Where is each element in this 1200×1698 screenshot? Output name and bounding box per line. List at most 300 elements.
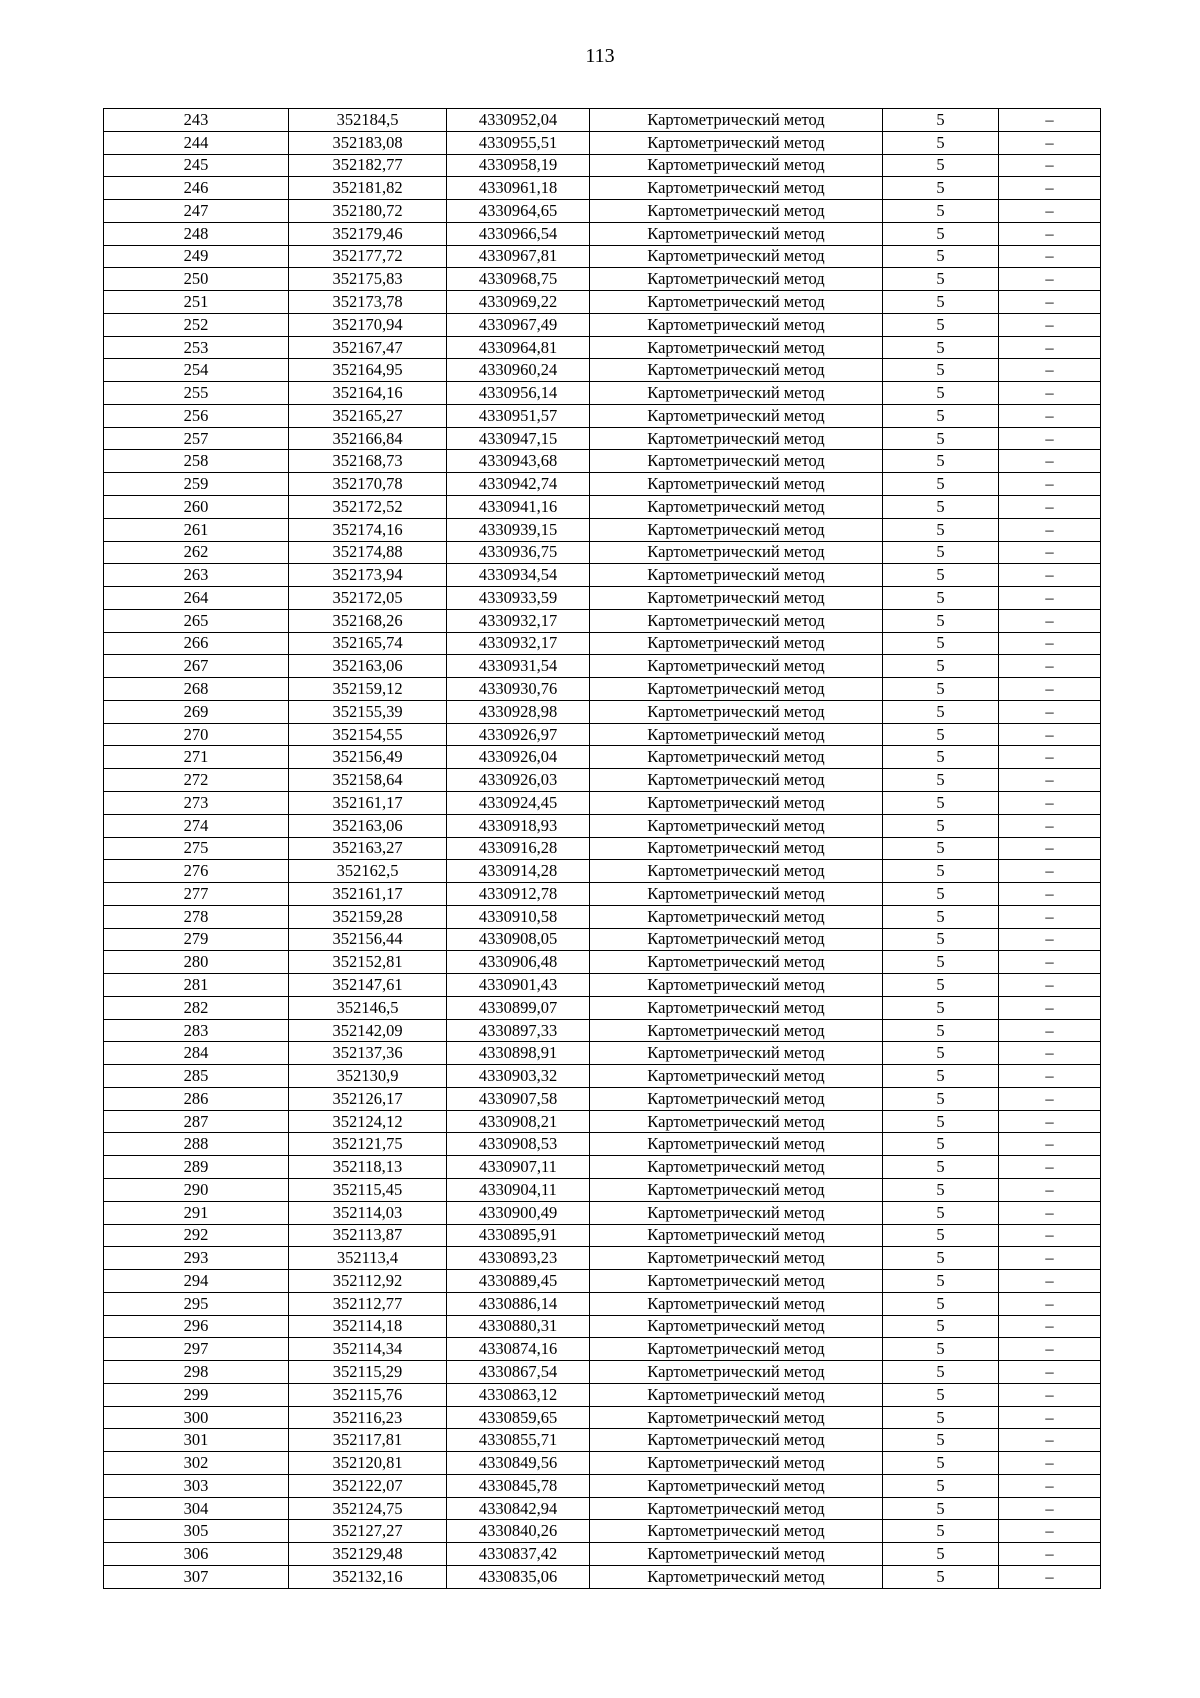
point-number-cell: 278 xyxy=(104,905,289,928)
x-coordinate-cell: 352121,75 xyxy=(289,1133,447,1156)
method-cell: Картометрический метод xyxy=(590,814,883,837)
table-row xyxy=(104,746,1101,769)
y-coordinate-cell: 4330968,75 xyxy=(447,268,590,291)
dash-cell: – xyxy=(999,200,1101,223)
y-coordinate-cell: 4330934,54 xyxy=(447,564,590,587)
table-row xyxy=(104,1497,1101,1520)
x-coordinate-cell: 352115,76 xyxy=(289,1383,447,1406)
method-cell: Картометрический метод xyxy=(590,996,883,1019)
x-coordinate-cell: 352137,36 xyxy=(289,1042,447,1065)
y-coordinate-cell: 4330900,49 xyxy=(447,1201,590,1224)
x-coordinate-cell: 352179,46 xyxy=(289,222,447,245)
dash-cell: – xyxy=(999,1338,1101,1361)
y-coordinate-cell: 4330956,14 xyxy=(447,382,590,405)
dash-cell: – xyxy=(999,1042,1101,1065)
point-number-cell: 298 xyxy=(104,1361,289,1384)
y-coordinate-cell: 4330931,54 xyxy=(447,655,590,678)
dash-cell: – xyxy=(999,336,1101,359)
point-number-cell: 279 xyxy=(104,928,289,951)
x-coordinate-cell: 352168,73 xyxy=(289,450,447,473)
x-coordinate-cell: 352158,64 xyxy=(289,769,447,792)
table-row xyxy=(104,1087,1101,1110)
point-number-cell: 280 xyxy=(104,951,289,974)
accuracy-cell: 5 xyxy=(883,1087,999,1110)
dash-cell: – xyxy=(999,177,1101,200)
y-coordinate-cell: 4330951,57 xyxy=(447,404,590,427)
method-cell: Картометрический метод xyxy=(590,245,883,268)
accuracy-cell: 5 xyxy=(883,632,999,655)
y-coordinate-cell: 4330930,76 xyxy=(447,678,590,701)
dash-cell: – xyxy=(999,928,1101,951)
method-cell: Картометрический метод xyxy=(590,928,883,951)
method-cell: Картометрический метод xyxy=(590,518,883,541)
dash-cell: – xyxy=(999,1019,1101,1042)
method-cell: Картометрический метод xyxy=(590,109,883,132)
point-number-cell: 271 xyxy=(104,746,289,769)
y-coordinate-cell: 4330908,21 xyxy=(447,1110,590,1133)
dash-cell: – xyxy=(999,404,1101,427)
x-coordinate-cell: 352167,47 xyxy=(289,336,447,359)
point-number-cell: 294 xyxy=(104,1270,289,1293)
method-cell: Картометрический метод xyxy=(590,746,883,769)
point-number-cell: 306 xyxy=(104,1543,289,1566)
table-row xyxy=(104,131,1101,154)
table-row xyxy=(104,609,1101,632)
table-row xyxy=(104,1474,1101,1497)
point-number-cell: 288 xyxy=(104,1133,289,1156)
accuracy-cell: 5 xyxy=(883,1247,999,1270)
x-coordinate-cell: 352112,77 xyxy=(289,1292,447,1315)
method-cell: Картометрический метод xyxy=(590,1497,883,1520)
table-row xyxy=(104,883,1101,906)
dash-cell: – xyxy=(999,1406,1101,1429)
accuracy-cell: 5 xyxy=(883,1429,999,1452)
accuracy-cell: 5 xyxy=(883,1110,999,1133)
y-coordinate-cell: 4330939,15 xyxy=(447,518,590,541)
table-row xyxy=(104,678,1101,701)
point-number-cell: 274 xyxy=(104,814,289,837)
accuracy-cell: 5 xyxy=(883,974,999,997)
y-coordinate-cell: 4330941,16 xyxy=(447,496,590,519)
table-row xyxy=(104,791,1101,814)
point-number-cell: 269 xyxy=(104,700,289,723)
table-row xyxy=(104,700,1101,723)
point-number-cell: 264 xyxy=(104,587,289,610)
point-number-cell: 243 xyxy=(104,109,289,132)
x-coordinate-cell: 352122,07 xyxy=(289,1474,447,1497)
y-coordinate-cell: 4330912,78 xyxy=(447,883,590,906)
accuracy-cell: 5 xyxy=(883,473,999,496)
table-row xyxy=(104,1338,1101,1361)
dash-cell: – xyxy=(999,518,1101,541)
method-cell: Картометрический метод xyxy=(590,177,883,200)
method-cell: Картометрический метод xyxy=(590,837,883,860)
accuracy-cell: 5 xyxy=(883,814,999,837)
accuracy-cell: 5 xyxy=(883,245,999,268)
point-number-cell: 247 xyxy=(104,200,289,223)
table-row xyxy=(104,1178,1101,1201)
method-cell: Картометрический метод xyxy=(590,359,883,382)
method-cell: Картометрический метод xyxy=(590,1543,883,1566)
dash-cell: – xyxy=(999,427,1101,450)
x-coordinate-cell: 352161,17 xyxy=(289,883,447,906)
table-row xyxy=(104,109,1101,132)
dash-cell: – xyxy=(999,541,1101,564)
table-row xyxy=(104,928,1101,951)
y-coordinate-cell: 4330874,16 xyxy=(447,1338,590,1361)
x-coordinate-cell: 352177,72 xyxy=(289,245,447,268)
point-number-cell: 284 xyxy=(104,1042,289,1065)
method-cell: Картометрический метод xyxy=(590,1452,883,1475)
x-coordinate-cell: 352162,5 xyxy=(289,860,447,883)
table-row xyxy=(104,905,1101,928)
x-coordinate-cell: 352114,34 xyxy=(289,1338,447,1361)
accuracy-cell: 5 xyxy=(883,723,999,746)
dash-cell: – xyxy=(999,883,1101,906)
dash-cell: – xyxy=(999,222,1101,245)
x-coordinate-cell: 352127,27 xyxy=(289,1520,447,1543)
point-number-cell: 303 xyxy=(104,1474,289,1497)
accuracy-cell: 5 xyxy=(883,1201,999,1224)
point-number-cell: 263 xyxy=(104,564,289,587)
table-row xyxy=(104,1292,1101,1315)
accuracy-cell: 5 xyxy=(883,1042,999,1065)
y-coordinate-cell: 4330867,54 xyxy=(447,1361,590,1384)
dash-cell: – xyxy=(999,1156,1101,1179)
table-row xyxy=(104,632,1101,655)
accuracy-cell: 5 xyxy=(883,1065,999,1088)
dash-cell: – xyxy=(999,723,1101,746)
x-coordinate-cell: 352168,26 xyxy=(289,609,447,632)
accuracy-cell: 5 xyxy=(883,541,999,564)
dash-cell: – xyxy=(999,1065,1101,1088)
x-coordinate-cell: 352155,39 xyxy=(289,700,447,723)
dash-cell: – xyxy=(999,587,1101,610)
accuracy-cell: 5 xyxy=(883,860,999,883)
table-row xyxy=(104,200,1101,223)
accuracy-cell: 5 xyxy=(883,1133,999,1156)
point-number-cell: 270 xyxy=(104,723,289,746)
method-cell: Картометрический метод xyxy=(590,222,883,245)
point-number-cell: 259 xyxy=(104,473,289,496)
point-number-cell: 283 xyxy=(104,1019,289,1042)
dash-cell: – xyxy=(999,609,1101,632)
x-coordinate-cell: 352152,81 xyxy=(289,951,447,974)
method-cell: Картометрический метод xyxy=(590,382,883,405)
method-cell: Картометрический метод xyxy=(590,404,883,427)
table-row xyxy=(104,1019,1101,1042)
point-number-cell: 297 xyxy=(104,1338,289,1361)
table-row xyxy=(104,427,1101,450)
accuracy-cell: 5 xyxy=(883,336,999,359)
accuracy-cell: 5 xyxy=(883,496,999,519)
y-coordinate-cell: 4330955,51 xyxy=(447,131,590,154)
accuracy-cell: 5 xyxy=(883,951,999,974)
x-coordinate-cell: 352132,16 xyxy=(289,1566,447,1589)
x-coordinate-cell: 352163,06 xyxy=(289,814,447,837)
y-coordinate-cell: 4330903,32 xyxy=(447,1065,590,1088)
method-cell: Картометрический метод xyxy=(590,1224,883,1247)
method-cell: Картометрический метод xyxy=(590,1270,883,1293)
y-coordinate-cell: 4330855,71 xyxy=(447,1429,590,1452)
accuracy-cell: 5 xyxy=(883,587,999,610)
dash-cell: – xyxy=(999,700,1101,723)
point-number-cell: 251 xyxy=(104,291,289,314)
y-coordinate-cell: 4330943,68 xyxy=(447,450,590,473)
y-coordinate-cell: 4330969,22 xyxy=(447,291,590,314)
table-row xyxy=(104,1224,1101,1247)
x-coordinate-cell: 352142,09 xyxy=(289,1019,447,1042)
accuracy-cell: 5 xyxy=(883,837,999,860)
dash-cell: – xyxy=(999,791,1101,814)
method-cell: Картометрический метод xyxy=(590,951,883,974)
x-coordinate-cell: 352173,94 xyxy=(289,564,447,587)
point-number-cell: 273 xyxy=(104,791,289,814)
dash-cell: – xyxy=(999,1361,1101,1384)
accuracy-cell: 5 xyxy=(883,1361,999,1384)
y-coordinate-cell: 4330926,97 xyxy=(447,723,590,746)
y-coordinate-cell: 4330924,45 xyxy=(447,791,590,814)
x-coordinate-cell: 352114,03 xyxy=(289,1201,447,1224)
method-cell: Картометрический метод xyxy=(590,1156,883,1179)
accuracy-cell: 5 xyxy=(883,222,999,245)
x-coordinate-cell: 352113,4 xyxy=(289,1247,447,1270)
y-coordinate-cell: 4330835,06 xyxy=(447,1566,590,1589)
point-number-cell: 290 xyxy=(104,1178,289,1201)
y-coordinate-cell: 4330859,65 xyxy=(447,1406,590,1429)
dash-cell: – xyxy=(999,746,1101,769)
accuracy-cell: 5 xyxy=(883,154,999,177)
accuracy-cell: 5 xyxy=(883,746,999,769)
method-cell: Картометрический метод xyxy=(590,1429,883,1452)
dash-cell: – xyxy=(999,678,1101,701)
y-coordinate-cell: 4330897,33 xyxy=(447,1019,590,1042)
dash-cell: – xyxy=(999,382,1101,405)
x-coordinate-cell: 352175,83 xyxy=(289,268,447,291)
y-coordinate-cell: 4330932,17 xyxy=(447,609,590,632)
y-coordinate-cell: 4330967,49 xyxy=(447,313,590,336)
table-row xyxy=(104,1315,1101,1338)
method-cell: Картометрический метод xyxy=(590,1019,883,1042)
dash-cell: – xyxy=(999,1270,1101,1293)
point-number-cell: 260 xyxy=(104,496,289,519)
accuracy-cell: 5 xyxy=(883,177,999,200)
dash-cell: – xyxy=(999,268,1101,291)
dash-cell: – xyxy=(999,974,1101,997)
method-cell: Картометрический метод xyxy=(590,1361,883,1384)
method-cell: Картометрический метод xyxy=(590,1566,883,1589)
y-coordinate-cell: 4330928,98 xyxy=(447,700,590,723)
method-cell: Картометрический метод xyxy=(590,769,883,792)
table-row xyxy=(104,1566,1101,1589)
dash-cell: – xyxy=(999,313,1101,336)
y-coordinate-cell: 4330849,56 xyxy=(447,1452,590,1475)
y-coordinate-cell: 4330889,45 xyxy=(447,1270,590,1293)
x-coordinate-cell: 352170,78 xyxy=(289,473,447,496)
table-row xyxy=(104,860,1101,883)
dash-cell: – xyxy=(999,564,1101,587)
method-cell: Картометрический метод xyxy=(590,1474,883,1497)
dash-cell: – xyxy=(999,769,1101,792)
y-coordinate-cell: 4330910,58 xyxy=(447,905,590,928)
method-cell: Картометрический метод xyxy=(590,154,883,177)
y-coordinate-cell: 4330961,18 xyxy=(447,177,590,200)
dash-cell: – xyxy=(999,1133,1101,1156)
x-coordinate-cell: 352113,87 xyxy=(289,1224,447,1247)
y-coordinate-cell: 4330908,05 xyxy=(447,928,590,951)
accuracy-cell: 5 xyxy=(883,1452,999,1475)
table-row xyxy=(104,291,1101,314)
y-coordinate-cell: 4330898,91 xyxy=(447,1042,590,1065)
dash-cell: – xyxy=(999,951,1101,974)
x-coordinate-cell: 352118,13 xyxy=(289,1156,447,1179)
accuracy-cell: 5 xyxy=(883,996,999,1019)
y-coordinate-cell: 4330966,54 xyxy=(447,222,590,245)
table-row xyxy=(104,245,1101,268)
x-coordinate-cell: 352173,78 xyxy=(289,291,447,314)
table-row xyxy=(104,1383,1101,1406)
point-number-cell: 305 xyxy=(104,1520,289,1543)
accuracy-cell: 5 xyxy=(883,1292,999,1315)
dash-cell: – xyxy=(999,245,1101,268)
dash-cell: – xyxy=(999,1247,1101,1270)
dash-cell: – xyxy=(999,1178,1101,1201)
accuracy-cell: 5 xyxy=(883,450,999,473)
y-coordinate-cell: 4330958,19 xyxy=(447,154,590,177)
table-row xyxy=(104,1406,1101,1429)
method-cell: Картометрический метод xyxy=(590,1087,883,1110)
table-row xyxy=(104,837,1101,860)
table-row xyxy=(104,996,1101,1019)
table-row xyxy=(104,1201,1101,1224)
table-row xyxy=(104,1543,1101,1566)
y-coordinate-cell: 4330907,11 xyxy=(447,1156,590,1179)
x-coordinate-cell: 352115,29 xyxy=(289,1361,447,1384)
method-cell: Картометрический метод xyxy=(590,473,883,496)
dash-cell: – xyxy=(999,860,1101,883)
point-number-cell: 261 xyxy=(104,518,289,541)
x-coordinate-cell: 352164,95 xyxy=(289,359,447,382)
table-row xyxy=(104,723,1101,746)
dash-cell: – xyxy=(999,1292,1101,1315)
y-coordinate-cell: 4330932,17 xyxy=(447,632,590,655)
point-number-cell: 262 xyxy=(104,541,289,564)
table-row xyxy=(104,473,1101,496)
point-number-cell: 300 xyxy=(104,1406,289,1429)
table-row xyxy=(104,177,1101,200)
accuracy-cell: 5 xyxy=(883,1019,999,1042)
x-coordinate-cell: 352181,82 xyxy=(289,177,447,200)
x-coordinate-cell: 352124,75 xyxy=(289,1497,447,1520)
table-row xyxy=(104,974,1101,997)
y-coordinate-cell: 4330863,12 xyxy=(447,1383,590,1406)
y-coordinate-cell: 4330936,75 xyxy=(447,541,590,564)
accuracy-cell: 5 xyxy=(883,1497,999,1520)
method-cell: Картометрический метод xyxy=(590,632,883,655)
table-row xyxy=(104,313,1101,336)
method-cell: Картометрический метод xyxy=(590,655,883,678)
accuracy-cell: 5 xyxy=(883,609,999,632)
accuracy-cell: 5 xyxy=(883,1543,999,1566)
x-coordinate-cell: 352174,88 xyxy=(289,541,447,564)
table-row xyxy=(104,564,1101,587)
dash-cell: – xyxy=(999,814,1101,837)
coordinates-table xyxy=(103,108,1101,1589)
point-number-cell: 258 xyxy=(104,450,289,473)
accuracy-cell: 5 xyxy=(883,518,999,541)
accuracy-cell: 5 xyxy=(883,1270,999,1293)
method-cell: Картометрический метод xyxy=(590,313,883,336)
y-coordinate-cell: 4330906,48 xyxy=(447,951,590,974)
accuracy-cell: 5 xyxy=(883,678,999,701)
point-number-cell: 246 xyxy=(104,177,289,200)
x-coordinate-cell: 352174,16 xyxy=(289,518,447,541)
table-row xyxy=(104,1110,1101,1133)
x-coordinate-cell: 352180,72 xyxy=(289,200,447,223)
accuracy-cell: 5 xyxy=(883,928,999,951)
method-cell: Картометрический метод xyxy=(590,1406,883,1429)
method-cell: Картометрический метод xyxy=(590,1110,883,1133)
x-coordinate-cell: 352116,23 xyxy=(289,1406,447,1429)
point-number-cell: 285 xyxy=(104,1065,289,1088)
method-cell: Картометрический метод xyxy=(590,974,883,997)
method-cell: Картометрический метод xyxy=(590,791,883,814)
y-coordinate-cell: 4330901,43 xyxy=(447,974,590,997)
accuracy-cell: 5 xyxy=(883,1178,999,1201)
table-row xyxy=(104,541,1101,564)
table-row xyxy=(104,769,1101,792)
method-cell: Картометрический метод xyxy=(590,1133,883,1156)
point-number-cell: 250 xyxy=(104,268,289,291)
point-number-cell: 256 xyxy=(104,404,289,427)
method-cell: Картометрический метод xyxy=(590,268,883,291)
dash-cell: – xyxy=(999,905,1101,928)
y-coordinate-cell: 4330845,78 xyxy=(447,1474,590,1497)
accuracy-cell: 5 xyxy=(883,1474,999,1497)
y-coordinate-cell: 4330960,24 xyxy=(447,359,590,382)
dash-cell: – xyxy=(999,291,1101,314)
point-number-cell: 249 xyxy=(104,245,289,268)
table-row xyxy=(104,587,1101,610)
dash-cell: – xyxy=(999,154,1101,177)
accuracy-cell: 5 xyxy=(883,1156,999,1179)
accuracy-cell: 5 xyxy=(883,291,999,314)
x-coordinate-cell: 352165,27 xyxy=(289,404,447,427)
method-cell: Картометрический метод xyxy=(590,1292,883,1315)
dash-cell: – xyxy=(999,1497,1101,1520)
point-number-cell: 265 xyxy=(104,609,289,632)
x-coordinate-cell: 352120,81 xyxy=(289,1452,447,1475)
accuracy-cell: 5 xyxy=(883,700,999,723)
dash-cell: – xyxy=(999,1429,1101,1452)
point-number-cell: 295 xyxy=(104,1292,289,1315)
method-cell: Картометрический метод xyxy=(590,1247,883,1270)
y-coordinate-cell: 4330926,03 xyxy=(447,769,590,792)
accuracy-cell: 5 xyxy=(883,1406,999,1429)
point-number-cell: 277 xyxy=(104,883,289,906)
point-number-cell: 248 xyxy=(104,222,289,245)
x-coordinate-cell: 352170,94 xyxy=(289,313,447,336)
dash-cell: – xyxy=(999,1383,1101,1406)
x-coordinate-cell: 352159,12 xyxy=(289,678,447,701)
method-cell: Картометрический метод xyxy=(590,1383,883,1406)
table-row xyxy=(104,359,1101,382)
x-coordinate-cell: 352126,17 xyxy=(289,1087,447,1110)
point-number-cell: 286 xyxy=(104,1087,289,1110)
x-coordinate-cell: 352182,77 xyxy=(289,154,447,177)
method-cell: Картометрический метод xyxy=(590,541,883,564)
accuracy-cell: 5 xyxy=(883,359,999,382)
